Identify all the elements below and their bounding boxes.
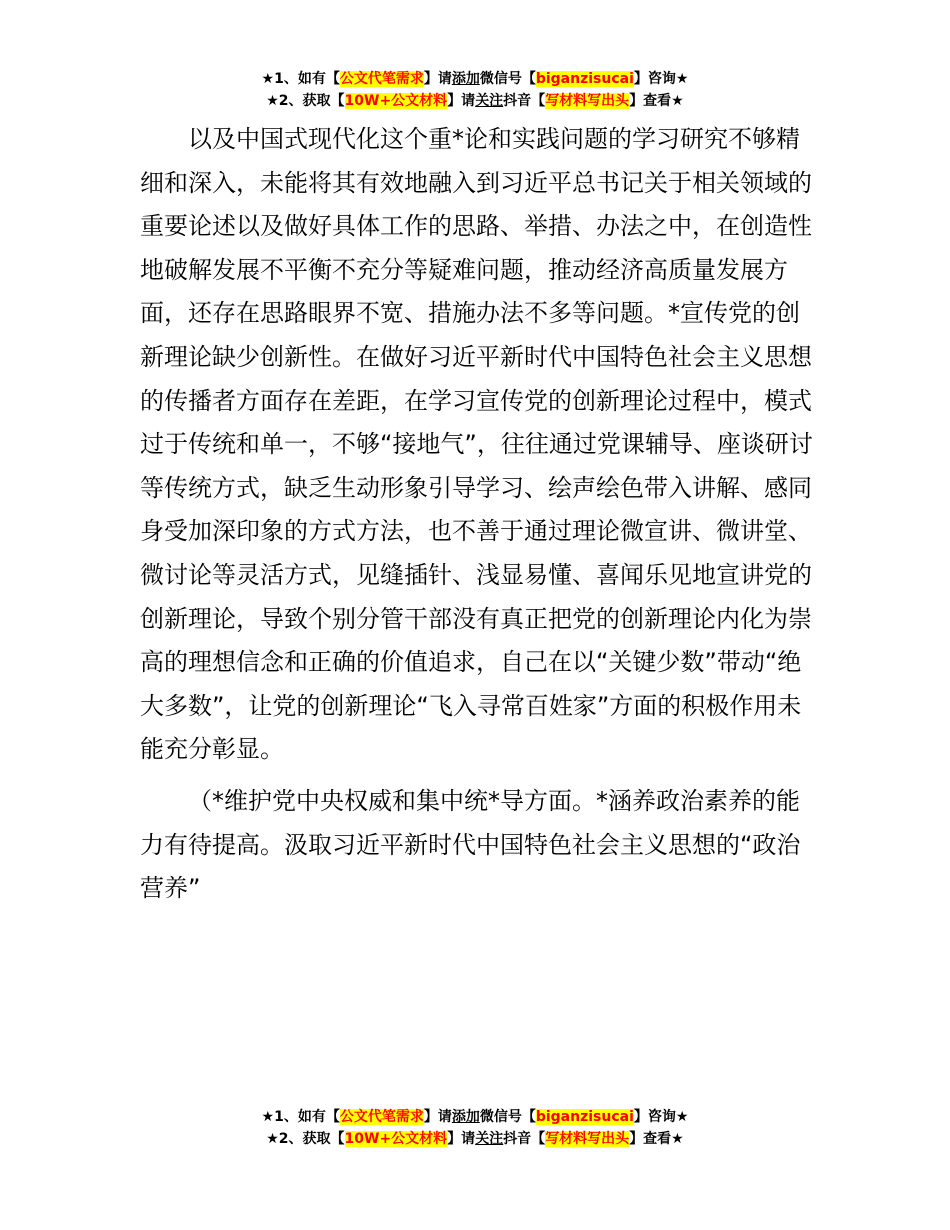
banner-text: 】请 — [447, 1131, 476, 1147]
banner-text: 】请 — [423, 71, 452, 87]
banner-text: 抖音【 — [503, 93, 546, 109]
banner-text: 】查看★ — [629, 1131, 684, 1147]
highlighted-text: 10W+公文材料 — [344, 93, 448, 109]
header-banner — [0, 68, 950, 112]
highlighted-text: 公文代笔需求 — [339, 71, 424, 87]
banner-text: ★1、如有【 — [261, 71, 340, 87]
underlined-text: 添加 — [451, 71, 480, 87]
underlined-text: 关注 — [475, 93, 504, 109]
banner-text: 抖音【 — [503, 1131, 546, 1147]
footer-banner — [0, 1106, 950, 1150]
footer-banner-line-1 — [0, 1106, 950, 1128]
wechat-id-highlight: biganzisucai — [535, 1109, 634, 1125]
banner-text: ★1、如有【 — [261, 1109, 340, 1125]
highlighted-text: 公文代笔需求 — [339, 1109, 424, 1125]
banner-text: ★2、获取【 — [266, 1131, 345, 1147]
body-paragraph-1: 以及中国式现代化这个重*论和实践问题的学习研究不够精细和深入，未能将其有效地融入到习近平总书记关于相关领域的重要论述以及做好具体工作的思路、举措、办法之中，在创造性地破解发展不平衡不充分等疑难问题，推动经济高质量发展方面，还存在思路眼界不宽、措施办法不多等问题。*宣传党的创新理论缺少创新性。在做好习近平新时代中国特色社会主义思想的传播者方面存在差距，在学习宣传党的创新理论过程中，模式过于传统和单一，不够“接地气”，往往通过党课辅导、座谈研讨等传统方式，缺乏生动形象引导学习、绘声绘色带入讲解、感同身受加深印象的方式方法，也不善于通过理论微宣讲、微讲堂、微讨论等灵活方式，见缝插针、浅显易懂、喜闻乐见地宣讲党的创新理论，导致个别分管干部没有真正把党的创新理论内化为崇高的理想信念和正确的价值追求，自己在以“关键少数”带动“绝大多数”，让党的创新理论“飞入寻常百姓家”方面的积极作用未能充分彰显。 — [140, 125, 813, 764]
banner-text: 】请 — [447, 93, 476, 109]
highlighted-text: 10W+公文材料 — [344, 1131, 448, 1147]
banner-text: 】请 — [423, 1109, 452, 1125]
banner-text: 】查看★ — [629, 93, 684, 109]
document-body — [140, 118, 820, 911]
wechat-id-highlight: biganzisucai — [535, 71, 634, 87]
underlined-text: 关注 — [475, 1131, 504, 1147]
header-banner-line-1 — [0, 68, 950, 90]
header-banner-line-2 — [0, 90, 950, 112]
douyin-account-highlight: 写材料写出头 — [545, 93, 630, 109]
footer-banner-line-2 — [0, 1128, 950, 1150]
banner-text: ★2、获取【 — [266, 93, 345, 109]
body-paragraph-2: （*维护党中央权威和集中统*导方面。*涵养政治素养的能力有待提高。汲取习近平新时代中国特色社会主义思想的“政治营养” — [140, 786, 801, 903]
douyin-account-highlight: 写材料写出头 — [545, 1131, 630, 1147]
banner-text: 】咨询★ — [633, 1109, 689, 1125]
banner-text: 】咨询★ — [633, 71, 689, 87]
banner-text: 微信号【 — [479, 71, 536, 87]
underlined-text: 添加 — [451, 1109, 480, 1125]
banner-text: 微信号【 — [479, 1109, 536, 1125]
